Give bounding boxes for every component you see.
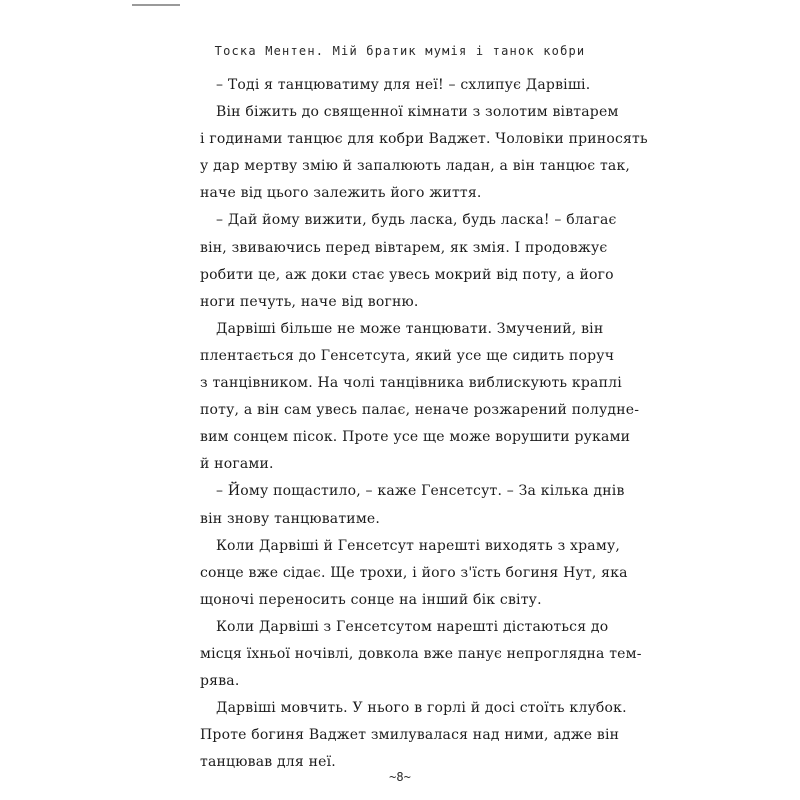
top-rule: [132, 4, 180, 6]
text-line: Він біжить до священної кімнати з золотим вівтарем: [216, 104, 619, 121]
text-line: місця їхньої ночівлі, довкола вже панує непроглядна тем-: [200, 645, 642, 662]
text-line: й ногами.: [200, 456, 274, 473]
text-line: сонце вже сідає. Ще трохи, і його з'їсть богиня Нут, яка: [200, 564, 628, 581]
text-line: вим сонцем пісок. Проте усе ще може ворушити руками: [200, 429, 631, 446]
text-line: робити це, аж доки стає увесь мокрий від поту, а його: [200, 266, 614, 283]
body-text: [200, 72, 648, 776]
text-line: рява.: [200, 673, 240, 690]
text-line: поту, а він сам увесь палає, неначе розжарений полудне-: [200, 402, 640, 419]
text-line: щоночі переносить сонце на інший бік світу.: [200, 591, 542, 608]
text-line: – Дай йому вижити, будь ласка, будь ласка! – благає: [216, 212, 617, 229]
text-line: танцював для неї.: [200, 754, 336, 771]
text-line: у дар мертву змію й запалюють ладан, а він танцює так,: [200, 158, 631, 175]
text-line: Коли Дарвіші й Генсетсут нарешті виходять з храму,: [216, 537, 621, 554]
page-number: ~8~: [389, 770, 411, 784]
text-line: Проте богиня Ваджет змилувалася над ними, адже він: [200, 727, 620, 744]
text-line: він знову танцюватиме.: [200, 510, 381, 527]
text-line: і годинами танцює для кобри Ваджет. Чоловіки приносять: [200, 131, 648, 148]
text-line: з танцівником. На чолі танцівника виблискують краплі: [200, 375, 622, 392]
text-line: ноги печуть, наче від вогню.: [200, 293, 419, 310]
running-header: Тоска Ментен. Мій братик мумія і танок кобри: [214, 44, 586, 58]
text-line: Коли Дарвіші з Генсетсутом нарешті дістаються до: [216, 618, 609, 635]
text-line: Дарвіші мовчить. У нього в горлі й досі стоїть клубок.: [216, 700, 627, 717]
text-line: – Йому пощастило, – каже Генсетсут. – За кілька днів: [216, 483, 625, 500]
text-line: він, звиваючись перед вівтарем, як змія. І продовжує: [200, 239, 608, 256]
text-line: – Тоді я танцюватиму для неї! – схлипує Дарвіші.: [216, 77, 591, 93]
text-line: Дарвіші більше не може танцювати. Змучений, він: [216, 320, 604, 337]
text-line: плентається до Генсетсута, який усе ще сидить поруч: [200, 347, 615, 364]
text-line: наче від цього залежить його життя.: [200, 185, 482, 202]
